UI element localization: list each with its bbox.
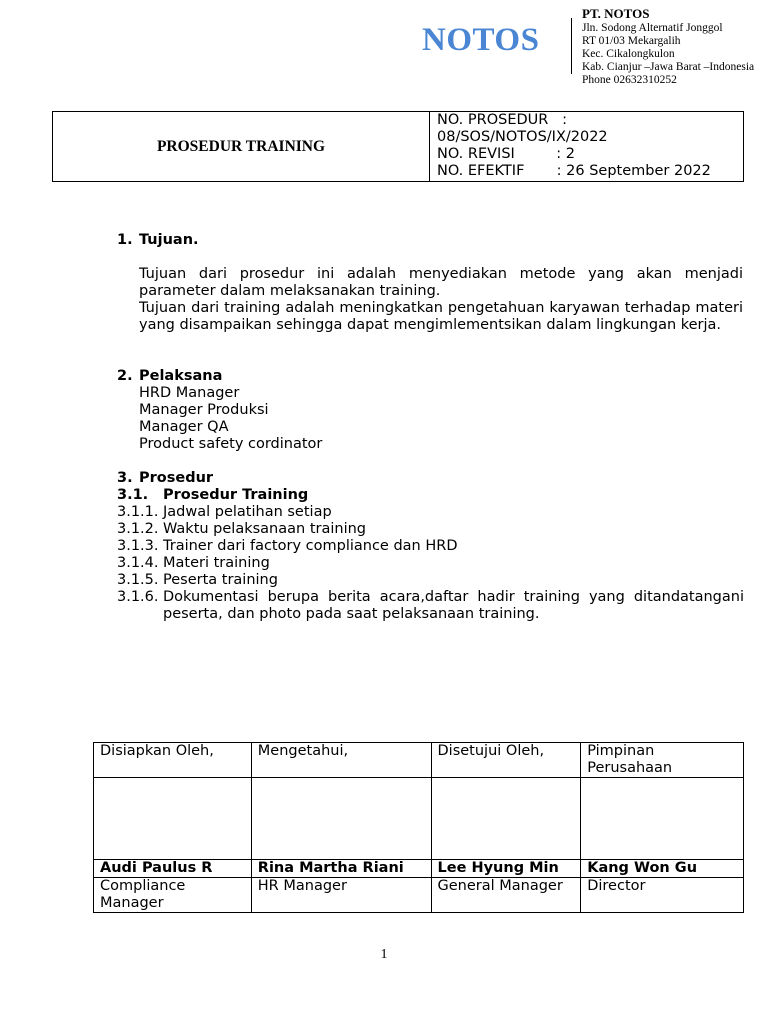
company-name: PT. NOTOS <box>582 6 650 21</box>
item-number: 3.1.1. <box>117 504 159 520</box>
signatory-name: Rina Martha Riani <box>251 860 431 878</box>
section-1-heading <box>117 232 199 249</box>
subsection-heading <box>117 487 308 504</box>
table-row <box>94 860 744 878</box>
signature-space <box>251 778 431 860</box>
signature-header: Disetujui Oleh, <box>431 743 581 778</box>
item-text: Waktu pelaksanaan training <box>163 521 366 537</box>
signatory-name: Lee Hyung Min <box>431 860 581 878</box>
signature-header: Mengetahui, <box>251 743 431 778</box>
item-text: Jadwal pelatihan setiap <box>163 504 332 520</box>
meta-line: NO. PROSEDUR : <box>437 112 568 128</box>
signatory-name: Audi Paulus R <box>94 860 252 878</box>
signature-header: Disiapkan Oleh, <box>94 743 252 778</box>
table-row <box>94 743 744 778</box>
procedure-item <box>117 572 278 589</box>
document-title: PROSEDUR TRAINING <box>53 112 430 181</box>
signatory-title: Director <box>581 878 744 913</box>
section-2-heading <box>117 368 222 385</box>
section-title: Pelaksana <box>139 368 223 384</box>
section-1-para-2: Tujuan dari training adalah meningkatkan pengetahuan karyawan terhadap materi yang disampaikan sehingga dapat mengimlementsikan dalam lingkungan kerja. <box>139 300 743 333</box>
document-title-box <box>52 111 744 182</box>
item-number: 3.1.2. <box>117 521 159 537</box>
signature-table <box>93 742 744 913</box>
address-line: Phone 02632310252 <box>582 74 677 86</box>
document-meta <box>430 112 743 181</box>
signatory-title: HR Manager <box>251 878 431 913</box>
address-line: RT 01/03 Mekargalih <box>582 35 681 47</box>
signature-space <box>581 778 744 860</box>
meta-line: NO. REVISI : 2 <box>437 146 576 162</box>
signature-space-row <box>94 778 744 860</box>
procedure-item <box>117 555 270 572</box>
signatory-name: Kang Won Gu <box>581 860 744 878</box>
address-line: Jln. Sodong Alternatif Jonggol <box>582 22 723 34</box>
section-number: 3. <box>117 470 133 486</box>
signatory-title: General Manager <box>431 878 581 913</box>
procedure-item <box>117 504 332 521</box>
section-3-heading <box>117 470 213 487</box>
header-divider <box>571 18 572 74</box>
section-1-para-1: Tujuan dari prosedur ini adalah menyediakan metode yang akan menjadi parameter dalam melaksanakan training. <box>139 266 743 299</box>
section-title: Tujuan. <box>139 232 199 248</box>
meta-line: NO. EFEKTIF : 26 September 2022 <box>437 163 711 179</box>
item-text: Trainer dari factory compliance dan HRD <box>163 538 458 554</box>
procedure-item <box>117 521 366 538</box>
section-title: Prosedur <box>139 470 214 486</box>
company-logo: NOTOS <box>422 22 540 58</box>
subsection-number: 3.1. <box>117 487 149 503</box>
company-address-block <box>582 6 754 87</box>
address-line: Kab. Cianjur –Jawa Barat –Indonesia <box>582 61 755 73</box>
signature-space <box>94 778 252 860</box>
list-item: HRD Manager <box>139 385 240 401</box>
item-text: Dokumentasi berupa berita acara,daftar hadir training yang ditandatangani peserta, dan photo pada saat pelaksanaan training. <box>163 589 744 622</box>
item-text: Materi training <box>163 555 270 571</box>
subsection-title: Prosedur Training <box>163 487 309 503</box>
item-number: 3.1.4. <box>117 555 159 571</box>
section-number: 1. <box>117 232 133 248</box>
signature-header: Pimpinan Perusahaan <box>581 743 744 778</box>
list-item: Manager QA <box>139 419 229 435</box>
item-text: Peserta training <box>163 572 278 588</box>
item-number: 3.1.5. <box>117 572 159 588</box>
procedure-item <box>117 589 744 623</box>
executor-list <box>139 385 322 453</box>
item-number: 3.1.3. <box>117 538 159 554</box>
list-item: Manager Produksi <box>139 402 269 418</box>
section-number: 2. <box>117 368 133 384</box>
meta-line: 08/SOS/NOTOS/IX/2022 <box>437 129 608 145</box>
list-item: Product safety cordinator <box>139 436 323 452</box>
signature-space <box>431 778 581 860</box>
item-number: 3.1.6. <box>117 589 159 605</box>
address-line: Kec. Cikalongkulon <box>582 48 675 60</box>
signatory-title: Compliance Manager <box>94 878 252 913</box>
page-number: 1 <box>380 947 388 962</box>
procedure-item <box>117 538 457 555</box>
table-row <box>94 878 744 913</box>
